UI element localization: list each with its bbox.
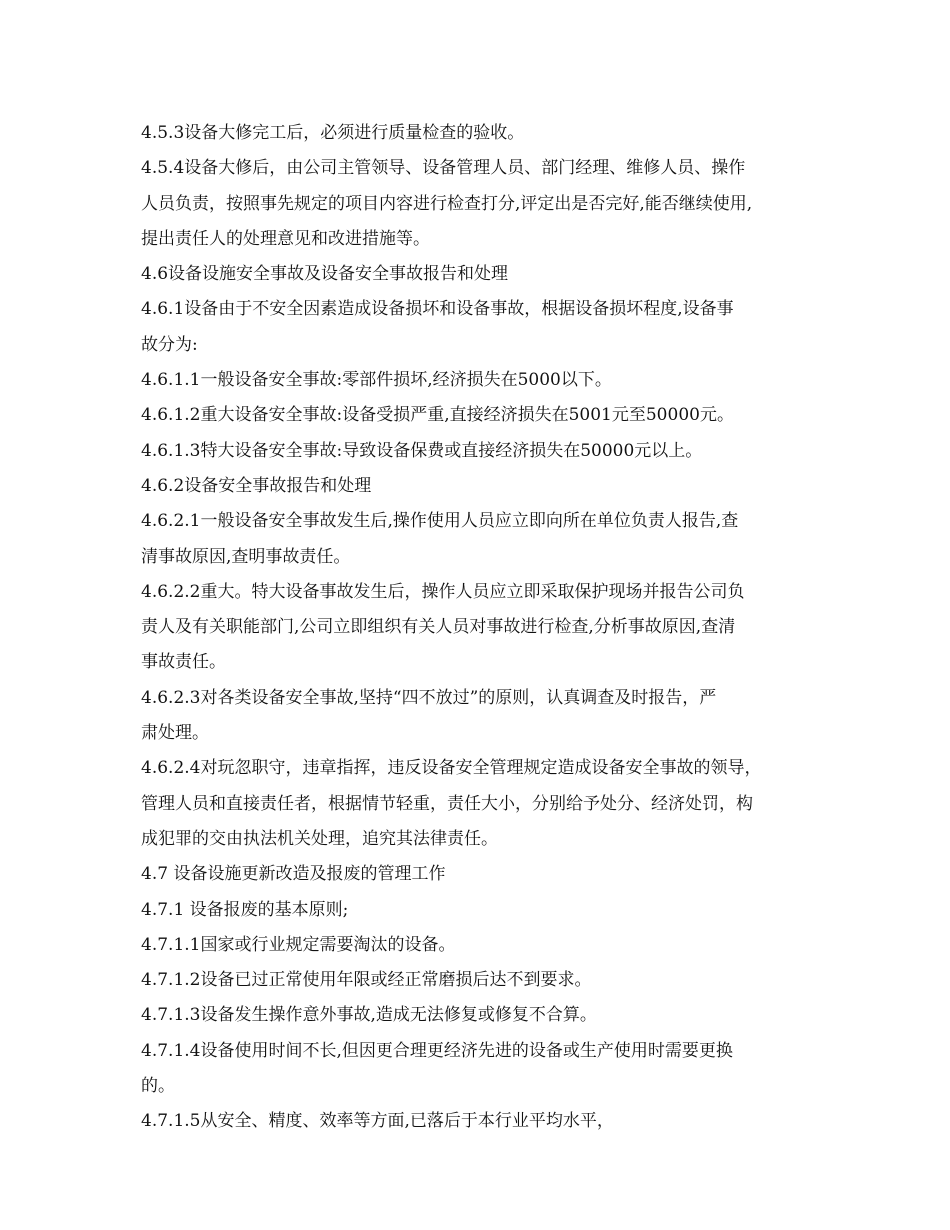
section-heading: 4.6.2设备安全事故报告和处理 (141, 475, 372, 496)
text-line: 责人及有关职能部门,公司立即组织有关人员对事故进行检查,分析事故原因,查清 (141, 617, 736, 638)
text-line: 4.6.2.3对各类设备安全事故,坚持“四不放过”的原则，认真调查及时报告，严 (141, 687, 717, 708)
text-line: 4.5.4设备大修后，由公司主管领导、设备管理人员、部门经理、维修人员、操作 (141, 158, 746, 179)
section-heading: 4.7.1 设备报废的基本原则; (141, 899, 349, 920)
text-line: 4.5.3设备大修完工后，必须进行质量检查的验收。 (141, 123, 525, 143)
text-line: 的。 (141, 1076, 175, 1097)
text-line: 4.7.1.2设备已过正常使用年限或经正常磨损后达不到要求。 (141, 970, 592, 991)
text-line: 4.6.2.1一般设备安全事故发生后,操作使用人员应立即向所在单位负责人报告,查 (141, 511, 739, 532)
text-line: 4.6.1.2重大设备安全事故:设备受损严重,直接经济损失在5001元至50000元。 (141, 405, 734, 426)
text-line: 4.7.1.4设备使用时间不长,但因更合理更经济先进的设备或生产使用时需要更换 (141, 1040, 733, 1061)
section-heading: 4.6设备设施安全事故及设备安全事故报告和处理 (141, 264, 509, 285)
document-body (141, 116, 821, 1140)
text-line: 事故责任。 (141, 652, 226, 673)
text-line: 4.7.1.3设备发生操作意外事故,造成无法修复或修复不合算。 (141, 1005, 597, 1026)
text-line: 肃处理。 (141, 723, 209, 744)
text-line: 4.6.2.4对玩忽职守，违章指挥，违反设备安全管理规定造成设备安全事故的领导， (141, 758, 762, 779)
section-heading: 4.7 设备设施更新改造及报废的管理工作 (141, 864, 446, 885)
text-line: 提出责任人的处理意见和改进措施等。 (141, 228, 430, 249)
text-line: 4.6.1.3特大设备安全事故:导致设备保费或直接经济损失在50000元以上。 (141, 440, 703, 461)
text-line: 4.6.2.2重大。特大设备事故发生后，操作人员应立即采取保护现场并报告公司负 (141, 581, 745, 602)
text-line: 4.6.1.1一般设备安全事故:零部件损坏,经济损失在5000以下。 (141, 370, 612, 391)
text-line: 清事故原因,查明事故责任。 (141, 546, 351, 567)
text-line: 4.7.1.1国家或行业规定需要淘汰的设备。 (141, 934, 456, 955)
text-line: 管理人员和直接责任者，根据情节轻重，责任大小，分别给予处分、经济处罚，构 (141, 793, 753, 814)
text-line: 故分为: (141, 334, 198, 355)
text-line: 成犯罪的交由执法机关处理，追究其法律责任。 (141, 828, 498, 849)
text-line: 4.6.1设备由于不安全因素造成设备损坏和设备事故，根据设备损坏程度,设备事 (141, 299, 734, 320)
text-line: 4.7.1.5从安全、精度、效率等方面,已落后于本行业平均水平， (141, 1111, 614, 1132)
text-line: 人员负责，按照事先规定的项目内容进行检查打分,评定出是否完好,能否继续使用, (141, 193, 753, 214)
